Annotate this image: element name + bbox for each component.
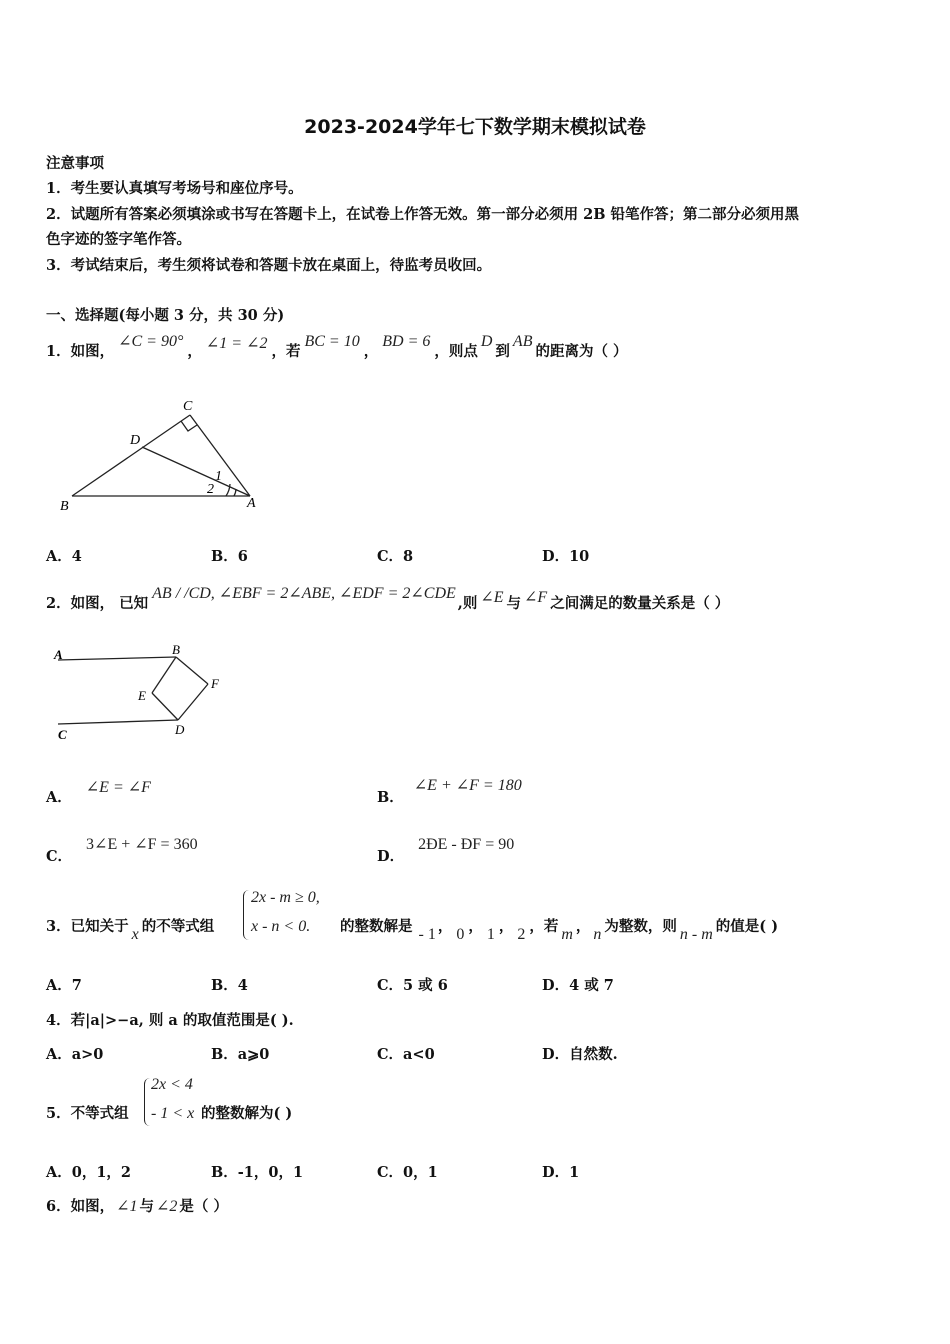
q4-option-d[interactable]: D．自然数.: [542, 1046, 618, 1063]
label-B: B: [172, 642, 180, 657]
q1-option-a[interactable]: A．4: [46, 548, 82, 565]
section-heading: 一、选择题(每小题 3 分，共 30 分): [46, 307, 285, 324]
notice-heading: 注意事项: [46, 155, 104, 172]
q1-option-b[interactable]: B．6: [211, 548, 248, 565]
q5-option-a[interactable]: A．0，1，2: [46, 1164, 132, 1181]
label-A: A: [54, 647, 63, 662]
page-title: 2023-2024学年七下数学期末模拟试卷: [304, 116, 646, 138]
label-F: F: [211, 676, 219, 691]
q3-option-a[interactable]: A．7: [46, 977, 82, 994]
q4-stem: 4．若|a|>−a, 则 a 的取值范围是( ).: [46, 1012, 294, 1029]
q1-stem: 1．如图，∠C = 90°， ∠1 = ∠2 ，若BC = 10，BD = 6，则点D到AB的距离为（ ）: [46, 333, 628, 360]
segment-ED: [152, 693, 178, 720]
q3-expr: n - m: [679, 926, 713, 943]
q6-angle-2: ∠2: [156, 1198, 178, 1215]
q2-option-math: 2ÐE - ÐF = 90: [418, 836, 515, 853]
q2-option-math: ∠E = ∠F: [85, 779, 151, 796]
q5-option-b[interactable]: B．-1，0，1: [211, 1164, 304, 1181]
segment-BE: [152, 657, 176, 693]
q1-math: ∠C = 90°: [118, 333, 184, 350]
label-C: C: [58, 727, 67, 742]
q5-prefix: 5．不等式组: [46, 1105, 129, 1122]
q2-option-math: ∠E + ∠F = 180: [413, 777, 522, 794]
q3-system-brace: [243, 890, 250, 940]
q2-angle-f: ∠F: [524, 589, 548, 606]
q1-option-c[interactable]: C．8: [377, 548, 414, 565]
q3-ineq-line2: x - n < 0.: [251, 918, 311, 935]
right-angle-mark: [181, 421, 197, 431]
q3-rest: 的整数解是 - 1 ， 0 ， 1 ， 2 ，若 m ， n 为整数，则 n - m 的值是( ): [340, 918, 779, 943]
q3-solution: 2: [517, 926, 526, 943]
label-D: D: [175, 722, 185, 737]
label-angle2: 2: [207, 482, 214, 497]
q5-ineq-line2: - 1 < x: [151, 1105, 195, 1122]
q2-option-c[interactable]: C．3∠E + ∠F = 360: [46, 836, 198, 865]
q4-option-a[interactable]: A．a>0: [46, 1046, 104, 1063]
segment-DA: [142, 447, 250, 496]
q2-option-d[interactable]: D．2ÐE - ÐF = 90: [377, 836, 515, 865]
q5-ineq-line1: 2x < 4: [151, 1076, 193, 1093]
label-B: B: [60, 499, 69, 514]
notice-item: 2．试题所有答案必须填涂或书写在答题卡上，在试卷上作答无效。第一部分必须用 2B 铅笔作答；第二部分必须用黑: [46, 206, 800, 223]
q1-math: AB: [512, 333, 533, 350]
side-BC: [72, 415, 190, 496]
q2-math: AB / /CD, ∠EBF = 2∠ABE, ∠EDF = 2∠CDE: [152, 585, 456, 602]
q1-math: ∠1 = ∠2: [205, 335, 268, 352]
q1-math: BC = 10: [304, 333, 360, 350]
q3-solution: - 1: [418, 926, 436, 943]
q4-option-b[interactable]: B．a⩾0: [211, 1046, 270, 1063]
q5-option-d[interactable]: D．1: [542, 1164, 580, 1181]
segment-FD: [178, 684, 208, 720]
notice-item: 3．考试结束后，考生须将试卷和答题卡放在桌面上，待监考员收回。: [46, 257, 492, 274]
q1-triangle-figure: [50, 392, 280, 517]
q2-parallel-figure: [48, 642, 238, 747]
label-D: D: [130, 433, 141, 448]
q2-option-b[interactable]: B．∠E + ∠F = 180: [377, 777, 522, 806]
notice-item: 1．考生要认真填写考场号和座位序号。: [46, 180, 303, 197]
q3-ineq-line1: 2x - m ≥ 0,: [251, 889, 320, 906]
q2-angle-e: ∠E: [480, 589, 504, 606]
q3-var-x: x: [131, 926, 139, 943]
line-AB: [58, 657, 176, 660]
q2-stem: 2．如图， 已知AB / /CD, ∠EBF = 2∠ABE, ∠EDF = 2∠CDE,则 ∠E 与 ∠F 之间满足的数量关系是（ ）: [46, 585, 730, 612]
label-E: E: [138, 688, 146, 703]
label-A: A: [247, 496, 256, 511]
angle-arc: [234, 489, 236, 496]
q5-system-brace: [144, 1078, 151, 1126]
q3-solution: 0: [456, 926, 465, 943]
q4-option-c[interactable]: C．a<0: [377, 1046, 435, 1063]
q6-stem: 6．如图， ∠1 与 ∠2 是（ ）: [46, 1198, 228, 1215]
q5-option-c[interactable]: C．0，1: [377, 1164, 438, 1181]
q3-option-d[interactable]: D．4 或 7: [542, 977, 614, 994]
q3-option-b[interactable]: B．4: [211, 977, 248, 994]
label-C: C: [183, 399, 193, 414]
q3-var-m: m: [561, 926, 573, 943]
q1-math: D: [480, 333, 493, 350]
q2-option-math: 3∠E + ∠F = 360: [86, 836, 198, 853]
q6-angle-1: ∠1: [116, 1198, 138, 1215]
q5-suffix: 的整数解为( ): [201, 1105, 293, 1122]
q3-prefix: 3．已知关于 x 的不等式组: [46, 918, 215, 943]
q3-var-n: n: [593, 926, 602, 943]
q1-math: BD = 6: [382, 333, 431, 350]
q2-option-a[interactable]: A．∠E = ∠F: [46, 779, 151, 806]
label-angle1: 1: [215, 469, 222, 484]
notice-item: 色字迹的签字笔作答。: [46, 231, 191, 248]
line-CD: [58, 720, 178, 724]
segment-BF: [176, 657, 208, 684]
q1-option-d[interactable]: D．10: [542, 548, 590, 565]
q3-solution: 1: [486, 926, 495, 943]
q3-option-c[interactable]: C．5 或 6: [377, 977, 448, 994]
